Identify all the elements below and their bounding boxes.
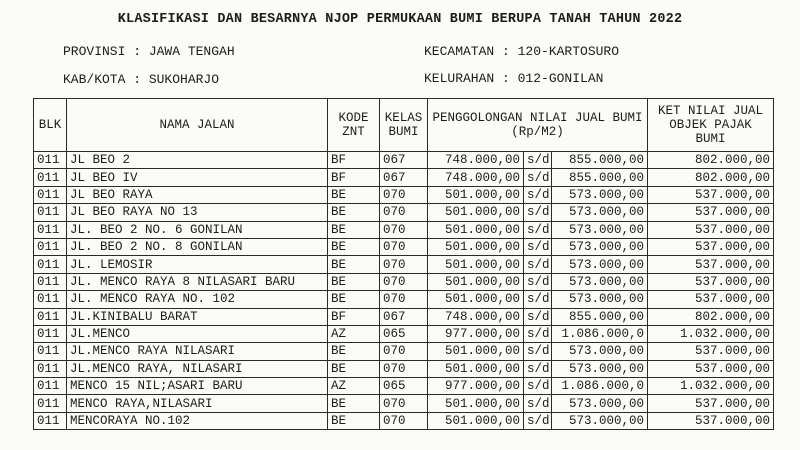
cell-nama-jalan: JL.KINIBALU BARAT <box>67 308 328 325</box>
cell-kelas-bumi: 067 <box>380 169 428 186</box>
cell-nama-jalan: JL.MENCO RAYA, NILASARI <box>67 360 328 377</box>
njop-table <box>33 98 774 430</box>
cell-nilai-max: 573.000,00 <box>552 256 648 273</box>
table-row <box>34 273 774 290</box>
table-row <box>34 412 774 429</box>
cell-kode-znt: BE <box>328 273 380 290</box>
cell-kelas-bumi: 070 <box>380 221 428 238</box>
cell-kelas-bumi: 070 <box>380 395 428 412</box>
cell-kelas-bumi: 070 <box>380 256 428 273</box>
cell-blk: 011 <box>34 204 67 221</box>
cell-nama-jalan: JL BEO RAYA <box>67 186 328 203</box>
cell-kode-znt: BE <box>328 343 380 360</box>
cell-kelas-bumi: 065 <box>380 378 428 395</box>
cell-nilai-min: 977.000,00 <box>428 325 524 342</box>
table-row <box>34 204 774 221</box>
table-row <box>34 169 774 186</box>
cell-kode-znt: BE <box>328 395 380 412</box>
cell-kode-znt: BE <box>328 221 380 238</box>
table-row <box>34 256 774 273</box>
header-kelas-bumi: KELAS BUMI <box>380 99 428 152</box>
cell-kelas-bumi: 070 <box>380 186 428 203</box>
cell-nilai-min: 501.000,00 <box>428 204 524 221</box>
cell-sd: s/d <box>524 325 552 342</box>
cell-sd: s/d <box>524 291 552 308</box>
cell-ket-njop: 1.032.000,00 <box>648 378 774 395</box>
cell-kode-znt: BE <box>328 360 380 377</box>
cell-kode-znt: BE <box>328 186 380 203</box>
table-row <box>34 238 774 255</box>
header-ket-njop: KET NILAI JUAL OBJEK PAJAK BUMI <box>648 99 774 152</box>
cell-sd: s/d <box>524 273 552 290</box>
cell-blk: 011 <box>34 221 67 238</box>
cell-kode-znt: AZ <box>328 378 380 395</box>
cell-kode-znt: BE <box>328 256 380 273</box>
cell-ket-njop: 537.000,00 <box>648 221 774 238</box>
cell-nama-jalan: JL. MENCO RAYA NO. 102 <box>67 291 328 308</box>
table-row <box>34 360 774 377</box>
cell-ket-njop: 537.000,00 <box>648 343 774 360</box>
cell-blk: 011 <box>34 291 67 308</box>
cell-nama-jalan: MENCO 15 NIL;ASARI BARU <box>67 378 328 395</box>
cell-nilai-max: 1.086.000,0 <box>552 378 648 395</box>
cell-kelas-bumi: 070 <box>380 343 428 360</box>
cell-nilai-max: 573.000,00 <box>552 395 648 412</box>
cell-sd: s/d <box>524 169 552 186</box>
cell-ket-njop: 537.000,00 <box>648 256 774 273</box>
table-row <box>34 325 774 342</box>
cell-sd: s/d <box>524 204 552 221</box>
cell-nama-jalan: MENCORAYA NO.102 <box>67 412 328 429</box>
cell-nilai-min: 501.000,00 <box>428 186 524 203</box>
cell-kode-znt: BF <box>328 308 380 325</box>
cell-nilai-max: 573.000,00 <box>552 360 648 377</box>
cell-blk: 011 <box>34 238 67 255</box>
cell-blk: 011 <box>34 186 67 203</box>
cell-kode-znt: BF <box>328 152 380 169</box>
cell-kode-znt: BE <box>328 204 380 221</box>
kecamatan-label: KECAMATAN : 120-KARTOSURO <box>424 44 620 59</box>
cell-sd: s/d <box>524 378 552 395</box>
header-penggolongan: PENGGOLONGAN NILAI JUAL BUMI (Rp/M2) <box>428 99 648 152</box>
cell-sd: s/d <box>524 221 552 238</box>
cell-ket-njop: 537.000,00 <box>648 412 774 429</box>
cell-nilai-min: 501.000,00 <box>428 221 524 238</box>
cell-kode-znt: AZ <box>328 325 380 342</box>
cell-nilai-min: 748.000,00 <box>428 308 524 325</box>
table-row <box>34 186 774 203</box>
cell-nilai-max: 573.000,00 <box>552 273 648 290</box>
cell-kelas-bumi: 070 <box>380 273 428 290</box>
cell-nilai-max: 855.000,00 <box>552 169 648 186</box>
cell-ket-njop: 802.000,00 <box>648 152 774 169</box>
cell-blk: 011 <box>34 395 67 412</box>
cell-ket-njop: 537.000,00 <box>648 360 774 377</box>
cell-nilai-max: 855.000,00 <box>552 152 648 169</box>
cell-blk: 011 <box>34 325 67 342</box>
cell-nilai-min: 501.000,00 <box>428 360 524 377</box>
document-title: KLASIFIKASI DAN BESARNYA NJOP PERMUKAAN BUMI BERUPA TANAH TAHUN 2022 <box>117 12 683 27</box>
header-kode-znt: KODE ZNT <box>328 99 380 152</box>
cell-nama-jalan: JL. LEMOSIR <box>67 256 328 273</box>
cell-sd: s/d <box>524 308 552 325</box>
table-row <box>34 343 774 360</box>
cell-nilai-min: 501.000,00 <box>428 238 524 255</box>
cell-nilai-max: 573.000,00 <box>552 221 648 238</box>
cell-sd: s/d <box>524 412 552 429</box>
cell-kelas-bumi: 070 <box>380 238 428 255</box>
cell-kode-znt: BE <box>328 291 380 308</box>
cell-ket-njop: 802.000,00 <box>648 169 774 186</box>
cell-blk: 011 <box>34 308 67 325</box>
cell-nama-jalan: JL.MENCO <box>67 325 328 342</box>
cell-ket-njop: 537.000,00 <box>648 291 774 308</box>
cell-nilai-min: 977.000,00 <box>428 378 524 395</box>
header-nama-jalan: NAMA JALAN <box>67 99 328 152</box>
cell-kelas-bumi: 070 <box>380 204 428 221</box>
cell-kode-znt: BE <box>328 412 380 429</box>
provinsi-label: PROVINSI : JAWA TENGAH <box>63 44 235 59</box>
cell-kelas-bumi: 070 <box>380 412 428 429</box>
table-row <box>34 291 774 308</box>
cell-nilai-min: 501.000,00 <box>428 291 524 308</box>
cell-ket-njop: 1.032.000,00 <box>648 325 774 342</box>
kelurahan-label: KELURAHAN : 012-GONILAN <box>424 71 604 86</box>
table-body <box>34 152 774 430</box>
table-row <box>34 152 774 169</box>
cell-blk: 011 <box>34 152 67 169</box>
cell-sd: s/d <box>524 343 552 360</box>
header-blk: BLK <box>34 99 67 152</box>
cell-nilai-min: 501.000,00 <box>428 343 524 360</box>
cell-sd: s/d <box>524 238 552 255</box>
cell-nilai-max: 573.000,00 <box>552 186 648 203</box>
cell-blk: 011 <box>34 360 67 377</box>
kab-kota-label: KAB/KOTA : SUKOHARJO <box>63 72 220 87</box>
cell-blk: 011 <box>34 273 67 290</box>
cell-kelas-bumi: 065 <box>380 325 428 342</box>
cell-nilai-min: 748.000,00 <box>428 169 524 186</box>
cell-blk: 011 <box>34 412 67 429</box>
table-row <box>34 221 774 238</box>
cell-blk: 011 <box>34 256 67 273</box>
cell-blk: 011 <box>34 169 67 186</box>
cell-nama-jalan: MENCO RAYA,NILASARI <box>67 395 328 412</box>
cell-sd: s/d <box>524 152 552 169</box>
table-row <box>34 308 774 325</box>
cell-nilai-min: 501.000,00 <box>428 395 524 412</box>
cell-nama-jalan: JL.MENCO RAYA NILASARI <box>67 343 328 360</box>
cell-nilai-max: 573.000,00 <box>552 204 648 221</box>
cell-nilai-max: 573.000,00 <box>552 343 648 360</box>
cell-nama-jalan: JL BEO 2 <box>67 152 328 169</box>
cell-nama-jalan: JL. BEO 2 NO. 8 GONILAN <box>67 238 328 255</box>
cell-kelas-bumi: 067 <box>380 152 428 169</box>
cell-nilai-min: 501.000,00 <box>428 256 524 273</box>
cell-blk: 011 <box>34 378 67 395</box>
cell-nama-jalan: JL. MENCO RAYA 8 NILASARI BARU <box>67 273 328 290</box>
cell-sd: s/d <box>524 360 552 377</box>
table-header-row <box>34 99 774 152</box>
cell-sd: s/d <box>524 256 552 273</box>
cell-kode-znt: BE <box>328 238 380 255</box>
cell-nilai-max: 573.000,00 <box>552 291 648 308</box>
cell-nilai-max: 855.000,00 <box>552 308 648 325</box>
cell-nama-jalan: JL BEO RAYA NO 13 <box>67 204 328 221</box>
cell-ket-njop: 802.000,00 <box>648 308 774 325</box>
cell-nilai-max: 573.000,00 <box>552 412 648 429</box>
cell-ket-njop: 537.000,00 <box>648 186 774 203</box>
cell-nama-jalan: JL. BEO 2 NO. 6 GONILAN <box>67 221 328 238</box>
table-row <box>34 395 774 412</box>
cell-ket-njop: 537.000,00 <box>648 238 774 255</box>
cell-kode-znt: BF <box>328 169 380 186</box>
table-row <box>34 378 774 395</box>
cell-nilai-max: 573.000,00 <box>552 238 648 255</box>
cell-blk: 011 <box>34 343 67 360</box>
cell-nilai-min: 501.000,00 <box>428 273 524 290</box>
cell-ket-njop: 537.000,00 <box>648 273 774 290</box>
cell-ket-njop: 537.000,00 <box>648 204 774 221</box>
cell-ket-njop: 537.000,00 <box>648 395 774 412</box>
cell-nilai-min: 748.000,00 <box>428 152 524 169</box>
cell-nilai-min: 501.000,00 <box>428 412 524 429</box>
cell-kelas-bumi: 067 <box>380 308 428 325</box>
cell-sd: s/d <box>524 186 552 203</box>
cell-nama-jalan: JL BEO IV <box>67 169 328 186</box>
cell-kelas-bumi: 070 <box>380 360 428 377</box>
cell-kelas-bumi: 070 <box>380 291 428 308</box>
cell-sd: s/d <box>524 395 552 412</box>
cell-nilai-max: 1.086.000,0 <box>552 325 648 342</box>
